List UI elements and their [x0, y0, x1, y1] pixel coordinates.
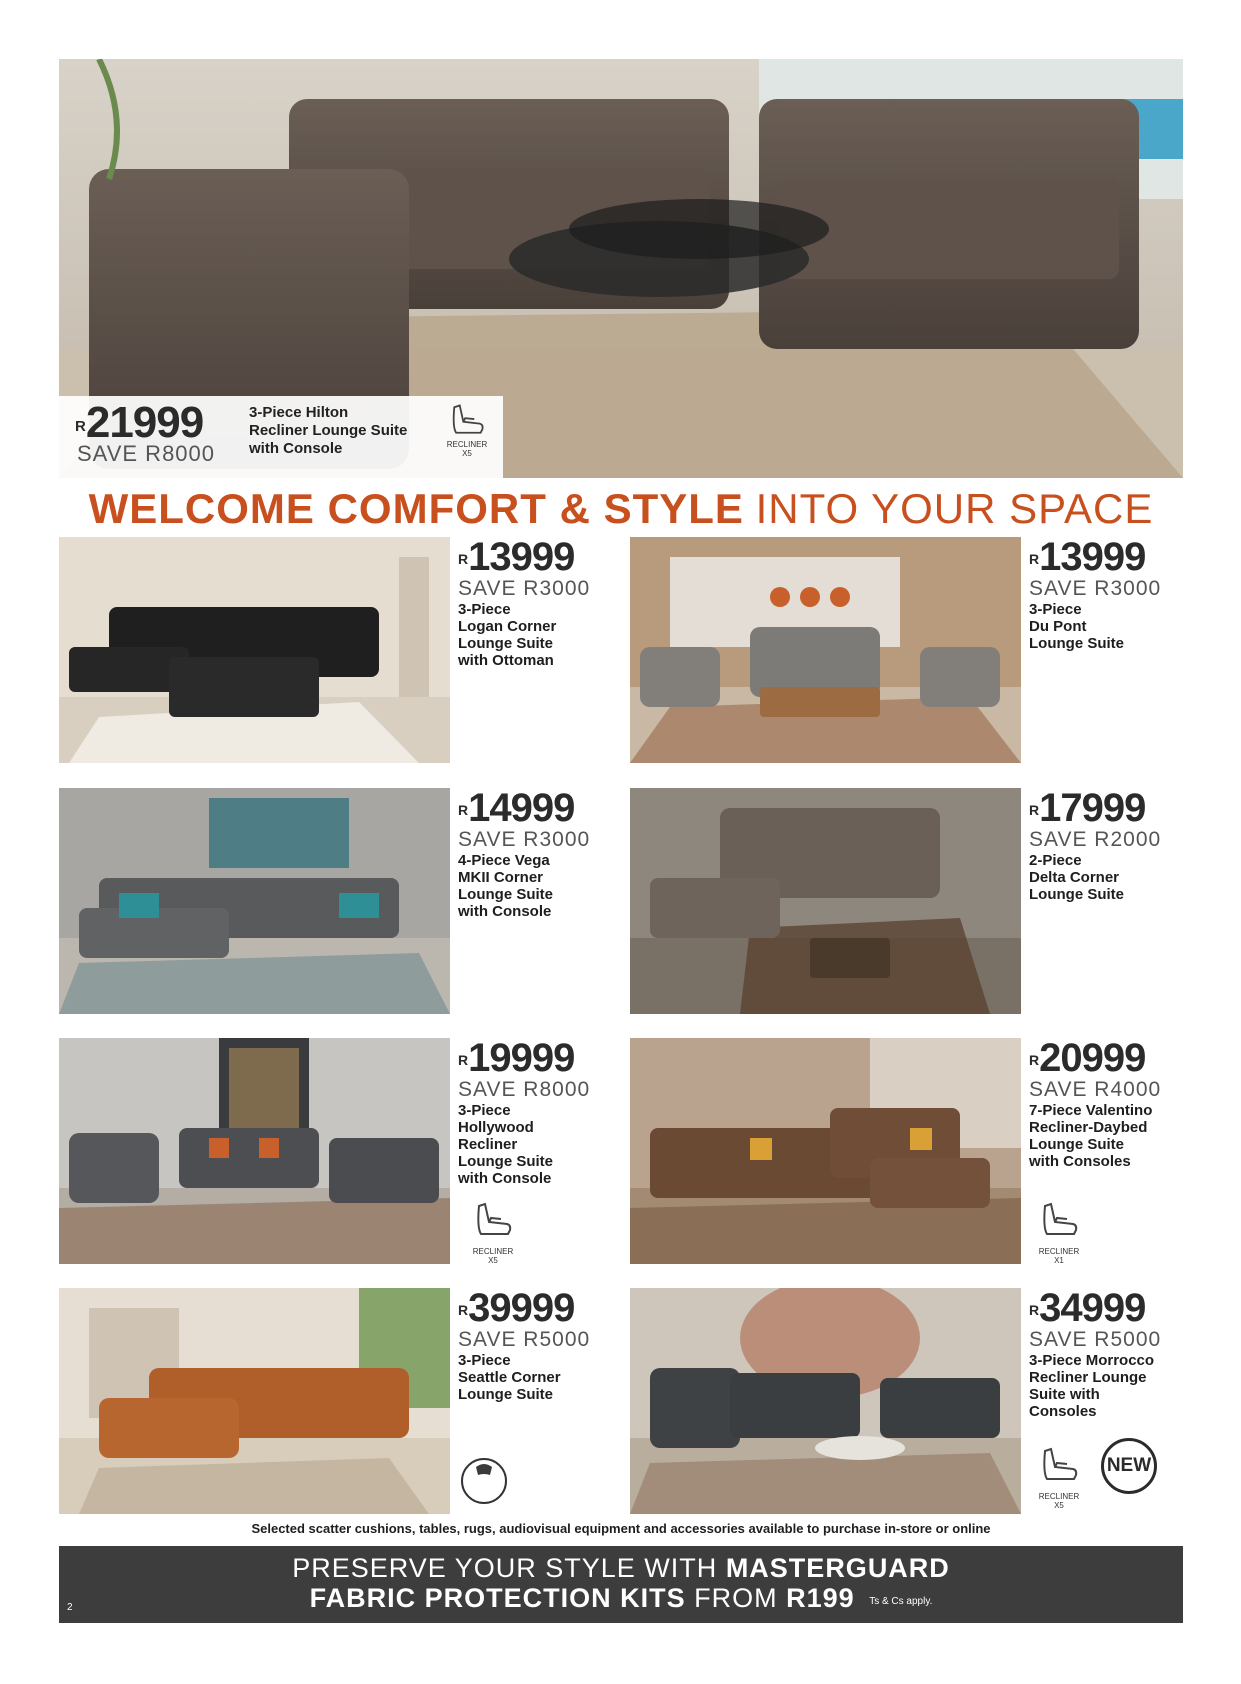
badge-label: RECLINER: [472, 1247, 514, 1256]
product-save: SAVE R5000: [458, 1328, 591, 1351]
product-name-line: Recliner Lounge Suite: [249, 422, 408, 439]
recliner-badge: [1029, 1198, 1089, 1265]
currency-symbol: R: [1029, 551, 1039, 567]
product-name: [1029, 1102, 1209, 1170]
product-name: [458, 852, 638, 920]
product-save: SAVE R5000: [1029, 1328, 1162, 1351]
price-value: 13999: [1039, 535, 1146, 579]
product-price: [458, 1288, 638, 1328]
disclaimer: Selected scatter cushions, tables, rugs, audiovisual equipment and accessories available to purchase in-store or online: [251, 1521, 991, 1536]
product-info-morrocco: [1029, 1288, 1209, 1420]
recliner-icon: [1037, 1198, 1081, 1242]
new-badge: NEW: [1101, 1438, 1157, 1494]
price-value: 13999: [468, 535, 575, 579]
product-name-line: Hollywood: [458, 1119, 534, 1136]
hero-product-name: [249, 404, 449, 458]
product-name-line: 3-Piece Hilton: [249, 404, 349, 421]
product-info-seattle: [458, 1288, 638, 1403]
product-name-line: with Console: [458, 1170, 552, 1187]
currency-symbol: R: [1029, 1052, 1039, 1068]
footer-line2: [59, 1583, 1183, 1613]
footer-brand: MASTERGUARD: [725, 1553, 950, 1583]
product-name-line: Lounge Suite: [458, 1386, 553, 1403]
currency-symbol: R: [458, 1052, 468, 1068]
product-name-line: Lounge Suite: [1029, 635, 1124, 652]
product-info-valentino: [1029, 1038, 1209, 1170]
product-save: SAVE R3000: [1029, 577, 1162, 600]
product-info-logan: [458, 537, 638, 669]
product-info-vega: [458, 788, 638, 920]
badge-count: X5: [488, 1256, 498, 1265]
product-name: [1029, 852, 1209, 903]
price-value: 21999: [85, 398, 204, 447]
currency-symbol: R: [1029, 1302, 1039, 1318]
hero-price-label: [59, 396, 503, 478]
recliner-icon: [447, 400, 487, 440]
product-name-line: 3-Piece: [458, 601, 511, 618]
footer-line1-light: PRESERVE YOUR STYLE WITH: [292, 1553, 718, 1583]
product-name-line: Lounge Suite: [458, 1153, 553, 1170]
currency-symbol: R: [458, 551, 468, 567]
badge-count: X5: [462, 449, 472, 458]
product-image-vega: [59, 788, 450, 1014]
product-price: [458, 788, 638, 828]
product-name-line: MKII Corner: [458, 869, 544, 886]
price-value: 39999: [468, 1286, 575, 1330]
footer-terms: Ts & Cs apply.: [869, 1596, 933, 1607]
product-name-line: Logan Corner: [458, 618, 557, 635]
product-name-line: 3-Piece Morrocco: [1029, 1352, 1155, 1369]
headline-light: INTO YOUR SPACE: [755, 485, 1154, 532]
price-value: 17999: [1039, 786, 1146, 830]
price-value: 34999: [1039, 1286, 1146, 1330]
product-info-hollywood: [458, 1038, 638, 1187]
product-image-valentino: [630, 1038, 1021, 1264]
product-name: [1029, 601, 1209, 652]
product-name-line: Recliner-Daybed: [1029, 1119, 1148, 1136]
product-price: [458, 537, 638, 577]
currency-symbol: R: [458, 802, 468, 818]
footer-banner: [59, 1546, 1183, 1623]
product-image-morrocco: [630, 1288, 1021, 1514]
product-price: [1029, 788, 1209, 828]
product-name: [1029, 1352, 1209, 1420]
currency-symbol: R: [458, 1302, 468, 1318]
product-name-line: 3-Piece: [1029, 601, 1082, 618]
product-name-line: Consoles: [1029, 1403, 1097, 1420]
product-name-line: 2-Piece: [1029, 852, 1082, 869]
product-name-line: Lounge Suite: [1029, 1136, 1124, 1153]
footer-line1: [59, 1553, 1183, 1583]
footer-product: FABRIC PROTECTION KITS: [309, 1583, 686, 1613]
product-save: SAVE R4000: [1029, 1078, 1162, 1101]
price-value: 20999: [1039, 1036, 1146, 1080]
badge-label: RECLINER: [1038, 1492, 1080, 1501]
product-image-hollywood: [59, 1038, 450, 1264]
product-save: SAVE R2000: [1029, 828, 1162, 851]
full-leather-icon: [460, 1451, 508, 1511]
product-name-line: Recliner: [458, 1136, 518, 1153]
product-name-line: Suite with: [1029, 1386, 1100, 1403]
product-name-line: Lounge Suite: [458, 886, 553, 903]
headline-bold: WELCOME COMFORT & STYLE: [88, 485, 744, 532]
product-info-dupont: [1029, 537, 1209, 652]
product-image-seattle: [59, 1288, 450, 1514]
product-name: [458, 601, 638, 669]
recliner-badge: [463, 1198, 523, 1265]
product-name-line: Recliner Lounge: [1029, 1369, 1147, 1386]
product-image-logan: [59, 537, 450, 763]
footer-from: FROM: [694, 1583, 778, 1613]
product-name-line: with Console: [458, 903, 552, 920]
product-image-delta: [630, 788, 1021, 1014]
product-image-dupont: [630, 537, 1021, 763]
product-save: SAVE R3000: [458, 577, 591, 600]
recliner-badge: [437, 400, 497, 476]
product-save: SAVE R8000: [458, 1078, 591, 1101]
price-value: 19999: [468, 1036, 575, 1080]
product-price: [458, 1038, 638, 1078]
product-name-line: with Console: [249, 440, 343, 457]
product-name: [458, 1352, 638, 1403]
product-price: [1029, 537, 1209, 577]
product-name-line: Lounge Suite: [1029, 886, 1124, 903]
product-name-line: Delta Corner: [1029, 869, 1120, 886]
badge-count: X5: [1054, 1501, 1064, 1510]
product-price: [1029, 1038, 1209, 1078]
currency-symbol: R: [1029, 802, 1039, 818]
recliner-icon: [471, 1198, 515, 1242]
footer-price: R199: [786, 1583, 855, 1613]
product-price: [1029, 1288, 1209, 1328]
product-name-line: Du Pont: [1029, 618, 1087, 635]
currency-symbol: R: [75, 418, 85, 435]
page-number: 2: [67, 1602, 73, 1613]
product-name-line: 3-Piece: [458, 1352, 511, 1369]
page-headline: [59, 486, 1183, 532]
product-name-line: Seattle Corner: [458, 1369, 561, 1386]
badge-count: X1: [1054, 1256, 1064, 1265]
product-name-line: 4-Piece Vega: [458, 852, 550, 869]
recliner-icon: [1037, 1443, 1081, 1487]
product-name: [458, 1102, 638, 1187]
product-save: SAVE R3000: [458, 828, 591, 851]
hero-save: SAVE R8000: [77, 441, 216, 466]
badge-label: RECLINER: [1038, 1247, 1080, 1256]
product-name-line: Lounge Suite: [458, 635, 553, 652]
product-name-line: 3-Piece: [458, 1102, 511, 1119]
recliner-badge: [1029, 1443, 1089, 1510]
badge-label: RECLINER: [446, 440, 488, 449]
product-name-line: with Ottoman: [458, 652, 554, 669]
product-name-line: 7-Piece Valentino: [1029, 1102, 1153, 1119]
product-info-delta: [1029, 788, 1209, 903]
product-name-line: with Consoles: [1029, 1153, 1131, 1170]
price-value: 14999: [468, 786, 575, 830]
hero-price: [75, 400, 203, 446]
